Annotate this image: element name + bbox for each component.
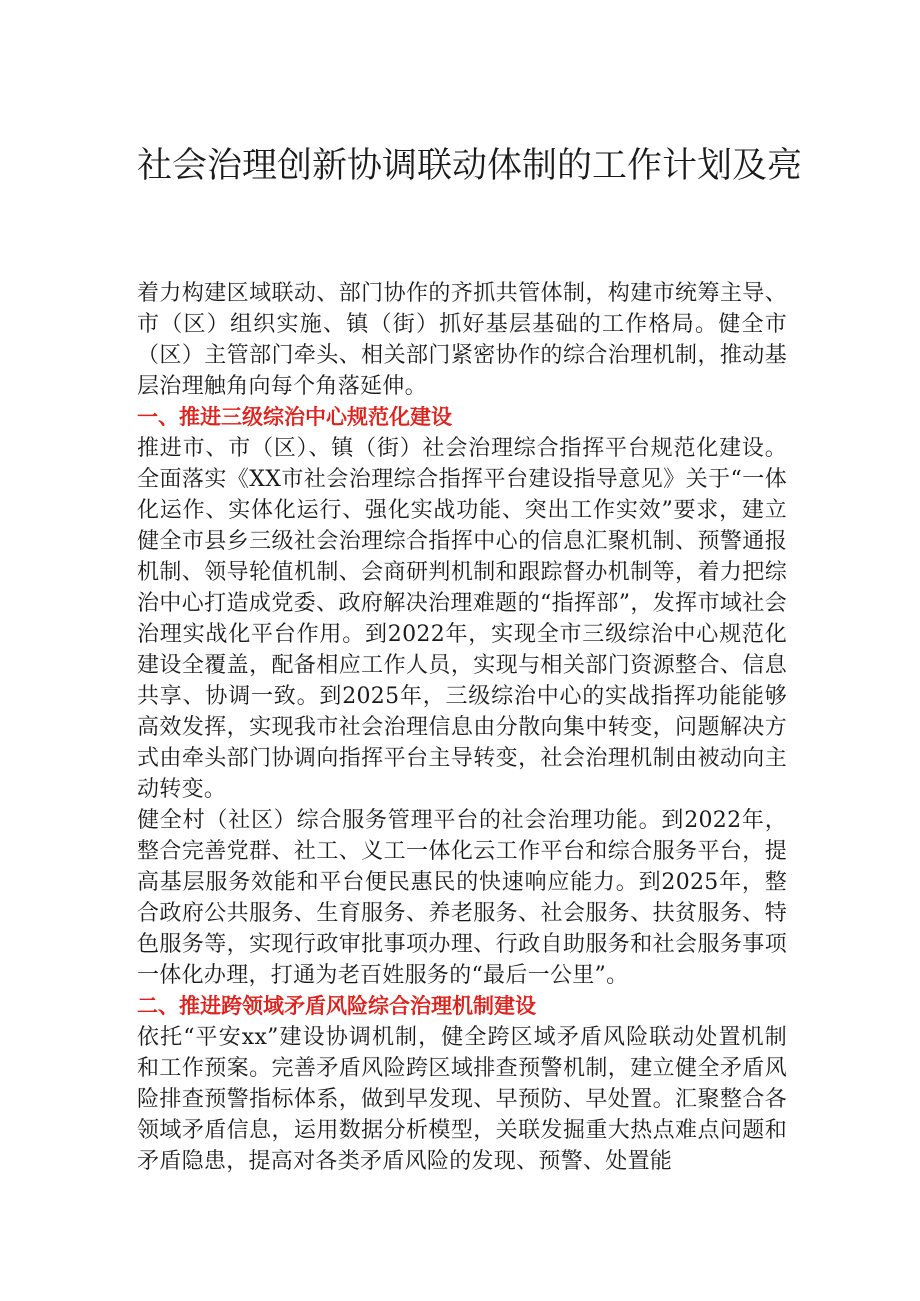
- paragraph-section1-a: 推进市、市（区）、镇（街）社会治理综合指挥平台规范化建设。全面落实《XX市社会治理综合指挥平台建设指导意见》关于“一体化运作、实体化运行、强化实战功能、突出工作实效”要求，建立健全市县乡三级社会治理综合指挥中心的信息汇聚机制、预警通报机制、领导轮值机制、会商研判机制和跟踪督办机制等，着力把综治中心打造成党委、政府解决治理难题的“指挥部”，发挥市域社会治理实战化平台作用。到2022年，实现全市三级综治中心规范化建设全覆盖，配备相应工作人员，实现与相关部门资源整合、信息共享、协调一致。到2025年，三级综治中心的实战指挥功能能够高效发挥，实现我市社会治理信息由分散向集中转变，问题解决方式由牵头部门协调向指挥平台主导转变，社会治理机制由被动向主动转变。: [137, 436, 787, 802]
- paragraph-section1-b: 健全村（社区）综合服务管理平台的社会治理功能。到2022年，整合完善党群、社工、义工一体化云工作平台和综合服务平台，提高基层服务效能和平台便民惠民的快速响应能力。到2025年，整合政府公共服务、生育服务、养老服务、社会服务、扶贫服务、特色服务等，实现行政审批事项办理、行政自助服务和社会服务事项一体化办理，打通为老百姓服务的“最后一公里”。: [137, 808, 787, 988]
- paragraph-intro: 着力构建区域联动、部门协作的齐抓共管体制，构建市统筹主导、市（区）组织实施、镇（街）抓好基层基础的工作格局。健全市（区）主管部门牵头、相关部门紧密协作的综合治理机制，推动基层治理触角向每个角落延伸。: [137, 281, 787, 399]
- section-heading-1: 一、推进三级综治中心规范化建设: [137, 405, 452, 429]
- section-heading-2: 二、推进跨领域矛盾风险综合治理机制建设: [137, 994, 536, 1018]
- document-title: 社会治理创新协调联动体制的工作计划及亮: [137, 146, 803, 186]
- document-body: [137, 278, 787, 1177]
- paragraph-section2-a: 依托“平安xx”建设协调机制，健全跨区域矛盾风险联动处置机制和工作预案。完善矛盾风险跨区域排查预警机制，建立健全矛盾风险排查预警指标体系，做到早发现、早预防、早处置。汇聚整合各领域矛盾信息，运用数据分析模型，关联发掘重大热点难点问题和矛盾隐患，提高对各类矛盾风险的发现、预警、处置能: [137, 1025, 787, 1174]
